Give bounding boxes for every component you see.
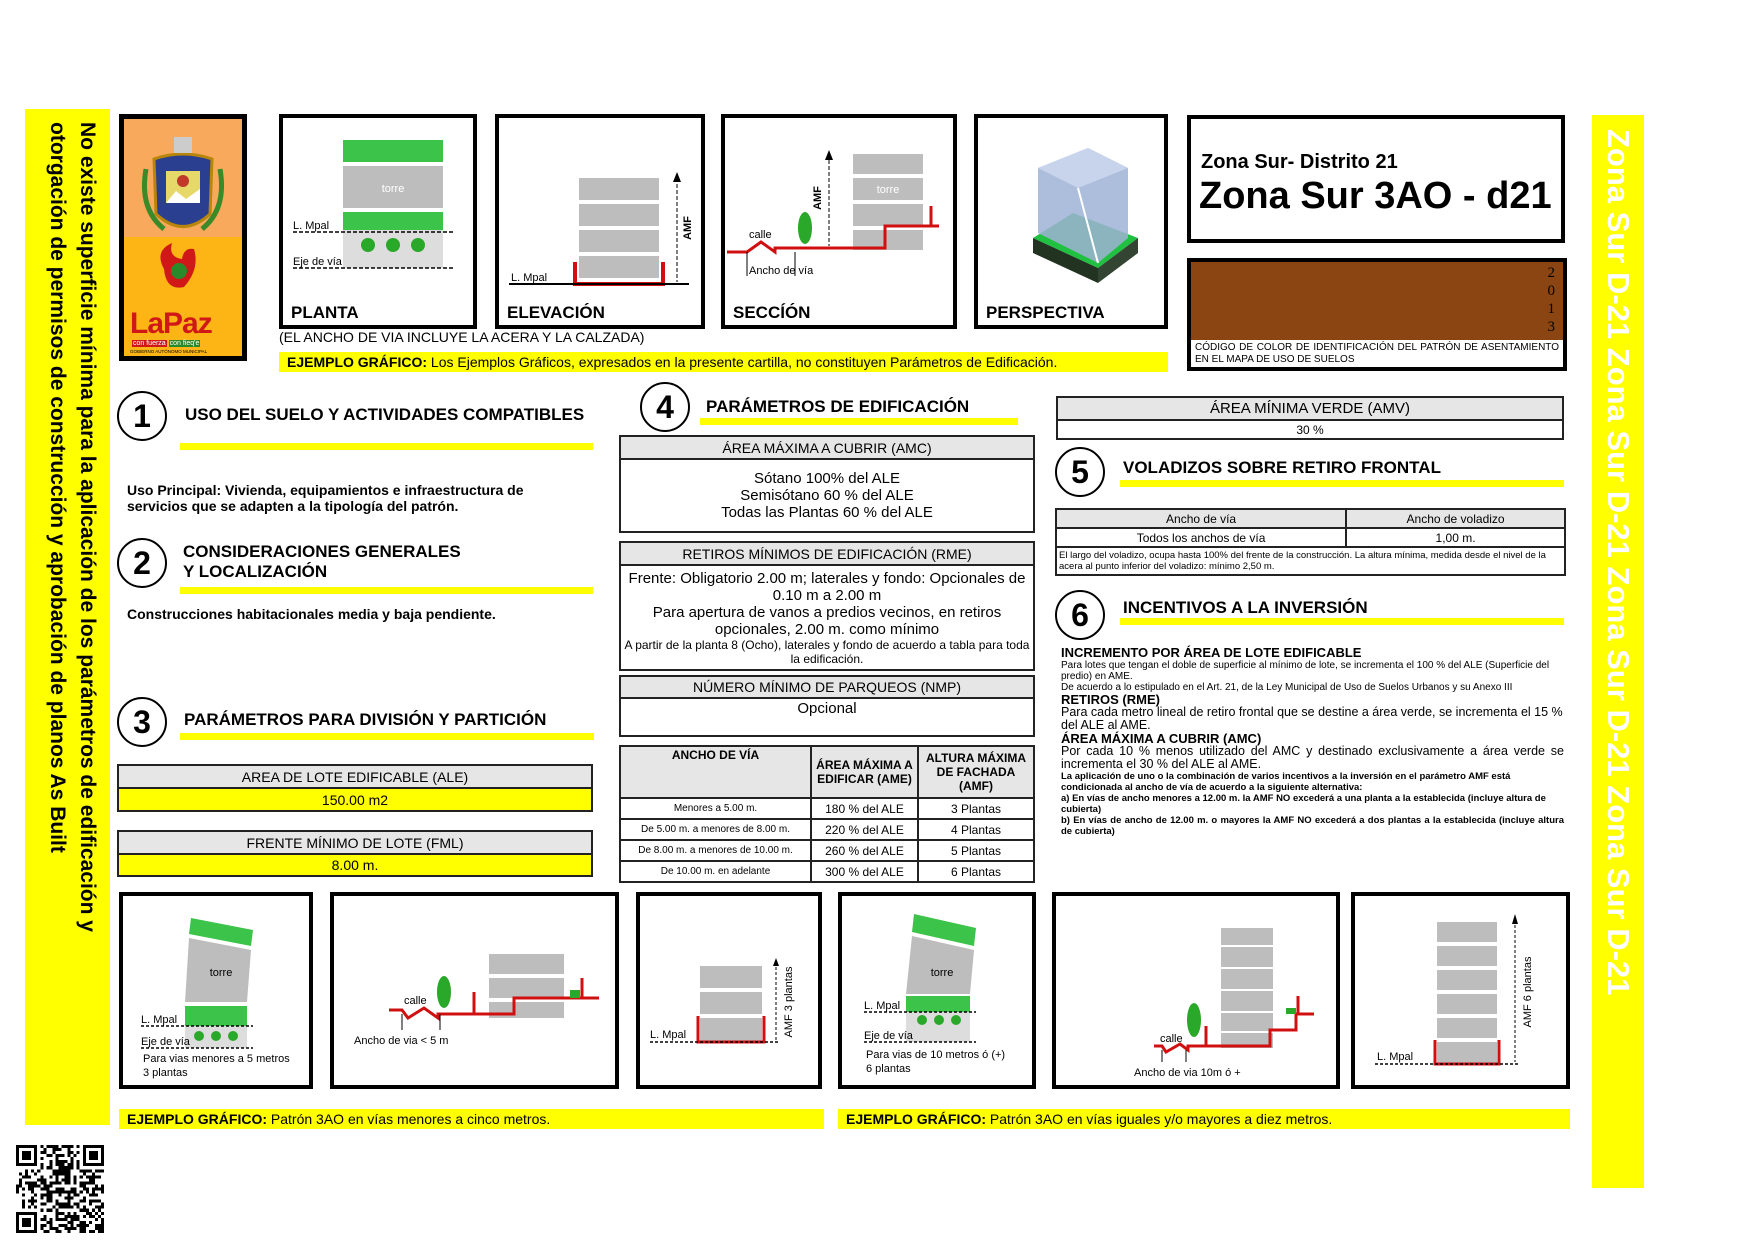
cell-amf: 4 Plantas bbox=[918, 819, 1034, 840]
amc-header: ÁREA MÁXIMA A CUBRIR (AMC) bbox=[620, 436, 1034, 459]
incentive-text: b) En vías de ancho de 12.00 m. o mayores la AMF NO excederá a dos plantas a la establecida (incluye altura de cubierta) bbox=[1061, 815, 1564, 837]
section-6-number: 6 bbox=[1055, 590, 1105, 640]
ejemplo-left-bold: EJEMPLO GRÁFICO: bbox=[127, 1111, 268, 1127]
section-3-underline bbox=[180, 733, 594, 740]
cell-ancho: De 8.00 m. a menores de 10.00 m. bbox=[620, 840, 811, 861]
amc-values bbox=[620, 459, 1034, 532]
seccion-amf-label: AMF bbox=[812, 186, 824, 210]
voladizo-note: El largo del voladizo, ocupa hasta 100% del frente de la construcción. La altura mínima, medida desde el nivel de la acera al punto inferior del voladizo: mínimo 2,50 m. bbox=[1056, 547, 1565, 575]
section-1-number: 1 bbox=[117, 391, 167, 441]
planta-eje-label: Eje de vía bbox=[293, 256, 342, 268]
b1-eje-label: Eje de vía bbox=[141, 1036, 190, 1048]
section-1-underline bbox=[180, 443, 593, 450]
side-notice-line-1: No existe superficie mínima para la aplicación de los parámetros de edificación y bbox=[76, 122, 99, 932]
table-row bbox=[620, 840, 1034, 861]
incentive-text: Para cada metro lineal de retiro frontal que se destine a área verde, se incrementa el 15 % del ALE al AME. bbox=[1061, 705, 1563, 732]
section-4-title: PARÁMETROS DE EDIFICACIÓN bbox=[706, 397, 970, 416]
ale-value: 150.00 m2 bbox=[118, 788, 592, 811]
section-4-number: 4 bbox=[640, 382, 690, 432]
amc-table bbox=[619, 435, 1035, 533]
b4-lmpal-label: L. Mpal bbox=[864, 1000, 901, 1012]
nmp-header: NÚMERO MÍNIMO DE PARQUEOS (NMP) bbox=[620, 676, 1034, 698]
side-notice-line-2: otorgación de permisos de construcción y aprobación de planos As Built bbox=[46, 122, 69, 853]
qr-modules bbox=[16, 1145, 104, 1233]
cell-amf: 6 Plantas bbox=[918, 861, 1034, 882]
right-strip bbox=[1592, 115, 1644, 1188]
seccion-ancho-label: Ancho de vía bbox=[749, 265, 814, 277]
ejemplo-bottom-right bbox=[838, 1109, 1570, 1129]
incentive-text: De acuerdo a lo estipulado en el Art. 21, de la Ley Municipal de Uso de Suelos Urbanos y su Anexo III bbox=[1061, 682, 1513, 693]
seccion-torre-label: torre bbox=[876, 184, 900, 196]
planta-torre-label: torre bbox=[381, 183, 405, 195]
view-seccion bbox=[721, 114, 957, 329]
incentive-heading: INCREMENTO POR ÁREA DE LOTE EDIFICABLE bbox=[1061, 645, 1362, 660]
ejemplo-right-bold: EJEMPLO GRÁFICO: bbox=[846, 1111, 987, 1127]
right-strip-text: Zona Sur D-21 Zona Sur D-21 Zona Sur D-21 Zona Sur D-21 bbox=[1601, 129, 1636, 996]
cell-amf: 5 Plantas bbox=[918, 840, 1034, 861]
views-note: (EL ANCHO DE VIA INCLUYE LA ACERA Y LA CALZADA) bbox=[279, 329, 645, 345]
incentives-text bbox=[1061, 646, 1564, 837]
b1-caption-1: Para vias menores a 5 metros bbox=[143, 1053, 290, 1065]
cell-ancho: De 10.00 m. en adelante bbox=[620, 861, 811, 882]
example-planta-small bbox=[119, 892, 313, 1089]
view-planta bbox=[279, 114, 477, 329]
zone-title: Zona Sur 3AO - d21 bbox=[1199, 175, 1552, 217]
section-6-title: INCENTIVOS A LA INVERSIÓN bbox=[1123, 598, 1368, 617]
planta-label: PLANTA bbox=[291, 303, 359, 322]
section-3-title: PARÁMETROS PARA DIVISIÓN Y PARTICIÓN bbox=[184, 710, 547, 729]
b5-calle-label: calle bbox=[1160, 1033, 1183, 1045]
cell-amf: 3 Plantas bbox=[918, 798, 1034, 819]
example-elevacion-large bbox=[1351, 892, 1570, 1089]
zone-subtitle: Zona Sur- Distrito 21 bbox=[1201, 151, 1398, 173]
fml-value: 8.00 m. bbox=[118, 854, 592, 876]
amc-value: Semisótano 60 % del ALE bbox=[740, 487, 914, 504]
col-amf: ALTURA MÁXIMA DE FACHADA (AMF) bbox=[918, 746, 1034, 798]
b4-caption-2: 6 plantas bbox=[866, 1063, 911, 1075]
voladizo-ancho-via-value: Todos los anchos de vía bbox=[1056, 528, 1346, 547]
table-row bbox=[620, 798, 1034, 819]
b5-ancho-label: Ancho de via 10m ó + bbox=[1134, 1067, 1241, 1079]
amc-value: Todas las Plantas 60 % del ALE bbox=[721, 504, 933, 521]
b2-calle-label: calle bbox=[404, 995, 427, 1007]
planta-lmpal-label: L. Mpal bbox=[293, 220, 330, 232]
year-digit: 2 bbox=[1547, 265, 1555, 281]
col-ancho-via: ANCHO DE VÍA bbox=[620, 746, 811, 798]
cell-ame: 260 % del ALE bbox=[811, 840, 918, 861]
cell-ancho: Menores a 5.00 m. bbox=[620, 798, 811, 819]
logo-wordmark: LaPaz bbox=[130, 307, 212, 340]
incentive-text: Para lotes que tengan el doble de superficie al mínimo de lote, se incrementa el 100 % del ALE (Superficie del predio) en AME. bbox=[1061, 660, 1550, 682]
rme-values bbox=[620, 565, 1034, 670]
cell-ancho: De 5.00 m. a menores de 8.00 m. bbox=[620, 819, 811, 840]
seccion-label: SECCÍÓN bbox=[733, 303, 811, 322]
fml-header: FRENTE MÍNIMO DE LOTE (FML) bbox=[118, 831, 592, 854]
b4-eje-label: Eje de vía bbox=[864, 1030, 913, 1042]
col-ame: ÁREA MÁXIMA A EDIFICAR (AME) bbox=[811, 746, 918, 798]
section-2-text: Construcciones habitacionales media y baja pendiente. bbox=[127, 606, 496, 622]
incentive-text: a) En vías de ancho menores a 12.00 m. la AMF NO excederá a una planta a la establecida (incluye altura de cubierta) bbox=[1061, 793, 1546, 815]
nmp-table bbox=[619, 675, 1035, 737]
cell-ame: 220 % del ALE bbox=[811, 819, 918, 840]
fml-table bbox=[117, 830, 593, 877]
rme-frente: Frente: Obligatorio 2.00 m; laterales y fondo: Opcionales de 0.10 m a 2.00 m bbox=[628, 569, 1026, 604]
logo-subtitle: GOBIERNO AUTÓNOMO MUNICIPAL bbox=[130, 349, 208, 354]
b6-lmpal-label: L. Mpal bbox=[1377, 1051, 1414, 1063]
incentive-heading: RETIROS (RME) bbox=[1061, 692, 1160, 707]
ejemplo-left-text: Patrón 3AO en vías menores a cinco metros. bbox=[267, 1111, 551, 1127]
view-elevacion bbox=[495, 114, 705, 329]
section-1-text: Uso Principal: Vivienda, equipamientos e infraestructura de servicios que se adapten a la tipología del patrón. bbox=[127, 482, 524, 514]
b2-ancho-label: Ancho de via < 5 m bbox=[354, 1035, 449, 1047]
ejemplo-top-text: Los Ejemplos Gráficos, expresados en la presente cartilla, no constituyen Parámetros de Edificación. bbox=[427, 354, 1058, 370]
color-code-box bbox=[1187, 258, 1567, 371]
cell-ame: 300 % del ALE bbox=[811, 861, 918, 882]
rme-table bbox=[619, 541, 1035, 671]
section-6-underline bbox=[1120, 618, 1564, 625]
ale-header: AREA DE LOTE EDIFICABLE (ALE) bbox=[118, 765, 592, 788]
example-planta-large bbox=[838, 892, 1036, 1089]
section-2-underline bbox=[180, 587, 593, 594]
voladizo-table bbox=[1055, 508, 1566, 576]
year-digit: 3 bbox=[1547, 319, 1555, 335]
ejemplo-top bbox=[279, 352, 1168, 372]
nmp-value: Opcional bbox=[620, 698, 1034, 736]
ejemplo-bottom-left bbox=[119, 1109, 824, 1129]
section-5-number: 5 bbox=[1055, 447, 1105, 497]
color-swatch bbox=[1191, 262, 1563, 340]
voladizo-col-ancho-via: Ancho de vía bbox=[1056, 509, 1346, 528]
side-notice bbox=[42, 122, 102, 932]
b3-amf-label: AMF 3 plantas bbox=[783, 966, 795, 1038]
rme-planta-8: A partir de la planta 8 (Ocho), laterales y fondo de acuerdo a tabla para toda la edificación. bbox=[624, 637, 1030, 666]
municipal-logo bbox=[119, 114, 247, 361]
b4-torre-label: torre bbox=[930, 967, 954, 979]
voladizo-value: 1,00 m. bbox=[1346, 528, 1565, 547]
incentive-text: Por cada 10 % menos utilizado del AMC y destinado exclusivamente a área verde se incrementa el 30 % del ALE al AME. bbox=[1061, 744, 1564, 771]
seccion-calle-label: calle bbox=[749, 229, 772, 241]
rme-header: RETIROS MÍNIMOS DE EDIFICACIÓN (RME) bbox=[620, 542, 1034, 565]
example-elevacion-small bbox=[636, 892, 822, 1089]
section-1-title: USO DEL SUELO Y ACTIVIDADES COMPATIBLES bbox=[185, 405, 585, 424]
ame-amf-table bbox=[619, 745, 1035, 883]
section-3-number: 3 bbox=[117, 697, 167, 747]
ejemplo-right-text: Patrón 3AO en vías iguales y/o mayores a diez metros. bbox=[986, 1111, 1333, 1127]
elevacion-lmpal-label: L. Mpal bbox=[511, 272, 548, 284]
b1-torre-label: torre bbox=[209, 967, 233, 979]
section-5-title: VOLADIZOS SOBRE RETIRO FRONTAL bbox=[1123, 458, 1441, 477]
year-digit: 0 bbox=[1547, 283, 1555, 299]
perspectiva-label: PERSPECTIVA bbox=[986, 303, 1105, 322]
section-5-underline bbox=[1120, 480, 1564, 487]
voladizo-col-ancho-voladizo: Ancho de voladizo bbox=[1346, 509, 1565, 528]
b1-lmpal-label: L. Mpal bbox=[141, 1014, 178, 1026]
section-4-underline bbox=[700, 418, 1018, 425]
view-perspectiva bbox=[974, 114, 1168, 329]
amv-header: ÁREA MÍNIMA VERDE (AMV) bbox=[1057, 397, 1563, 420]
rme-vanos: Para apertura de vanos a predios vecinos, en retiros opcionales, 2.00 m. como mínimo bbox=[652, 603, 1002, 638]
b4-caption-1: Para vias de 10 metros ó (+) bbox=[866, 1049, 1006, 1061]
elevacion-label: ELEVACIÓN bbox=[507, 303, 605, 322]
zone-title-box bbox=[1187, 115, 1565, 243]
table-row bbox=[620, 819, 1034, 840]
incentive-heading: ÁREA MÁXIMA A CUBRIR (AMC) bbox=[1061, 731, 1262, 746]
incentive-text: La aplicación de uno o la combinación de varios incentivos a la inversión en el parámetro AMF está condicionada al ancho de vía de acuerdo a la siguiente alternativa: bbox=[1061, 771, 1511, 793]
ale-table bbox=[117, 764, 593, 812]
section-2-title bbox=[183, 542, 461, 582]
amv-table bbox=[1056, 396, 1564, 440]
logo-slogan-b: con fieq'e bbox=[169, 340, 200, 347]
section-2-number: 2 bbox=[117, 538, 167, 588]
cell-ame: 180 % del ALE bbox=[811, 798, 918, 819]
amv-value: 30 % bbox=[1057, 420, 1563, 439]
color-code-text: CÓDIGO DE COLOR DE IDENTIFICACIÓN DEL PATRÓN DE ASENTAMIENTO EN EL MAPA DE USO DE SUELOS bbox=[1195, 342, 1559, 365]
example-seccion-large bbox=[1052, 892, 1340, 1089]
table-row bbox=[620, 861, 1034, 882]
elevacion-amf-label: AMF bbox=[682, 216, 694, 240]
color-code-year bbox=[1548, 264, 1556, 336]
year-digit: 1 bbox=[1547, 301, 1555, 317]
logo-slogan-a: con fuerza bbox=[133, 340, 166, 347]
b6-amf-label: AMF 6 plantas bbox=[1522, 956, 1534, 1028]
section-2-title-line-2: Y LOCALIZACIÓN bbox=[183, 562, 328, 581]
section-2-title-line-1: CONSIDERACIONES GENERALES bbox=[183, 542, 461, 561]
amc-value: Sótano 100% del ALE bbox=[754, 470, 900, 487]
b3-lmpal-label: L. Mpal bbox=[650, 1029, 687, 1041]
example-seccion-small bbox=[330, 892, 619, 1089]
b1-caption-2: 3 plantas bbox=[143, 1067, 188, 1079]
qr-code[interactable] bbox=[16, 1145, 104, 1233]
ejemplo-top-bold: EJEMPLO GRÁFICO: bbox=[287, 354, 428, 370]
